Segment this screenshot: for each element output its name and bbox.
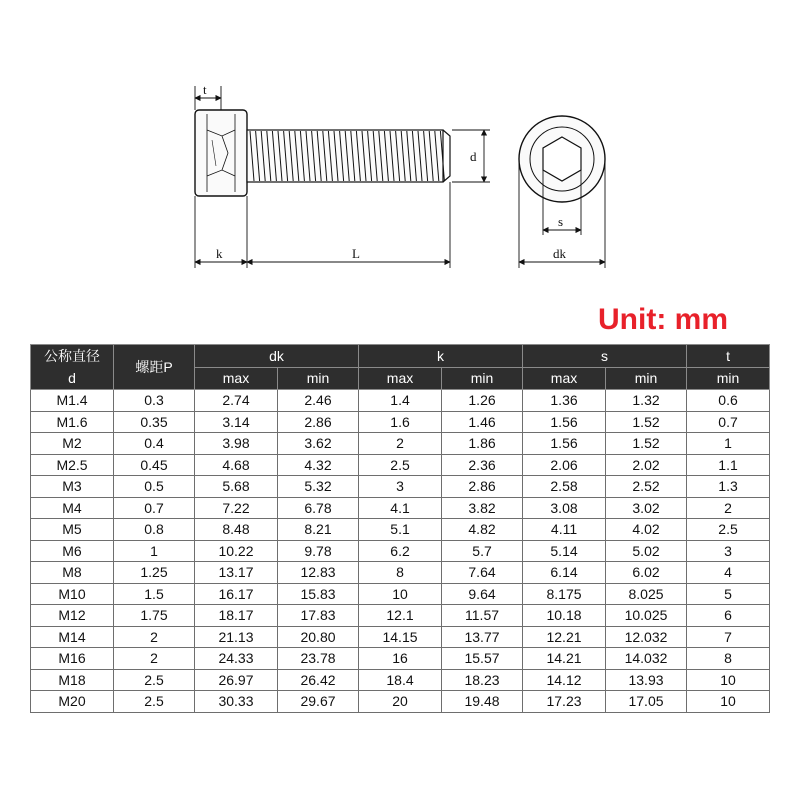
header-k: k (359, 345, 523, 368)
cell-dk-max: 2.74 (195, 390, 278, 412)
header-k-max: max (359, 368, 442, 390)
table-row (31, 626, 770, 648)
cell-k-max: 2 (359, 433, 442, 455)
cell-s-max: 14.21 (523, 648, 606, 670)
cell-pitch: 1 (114, 540, 195, 562)
cell-k-min: 9.64 (442, 583, 523, 605)
cell-size: M1.4 (31, 390, 114, 412)
cell-s-max: 8.175 (523, 583, 606, 605)
cell-s-max: 1.56 (523, 433, 606, 455)
cell-k-max: 5.1 (359, 519, 442, 541)
cell-dk-min: 2.86 (278, 411, 359, 433)
cell-s-max: 2.06 (523, 454, 606, 476)
cell-s-min: 10.025 (606, 605, 687, 627)
cell-s-max: 6.14 (523, 562, 606, 584)
cell-k-max: 20 (359, 691, 442, 713)
table-row (31, 691, 770, 713)
cell-dk-max: 24.33 (195, 648, 278, 670)
table-row (31, 433, 770, 455)
dimension-k-label: k (216, 246, 223, 261)
table-row (31, 583, 770, 605)
cell-dk-min: 8.21 (278, 519, 359, 541)
cell-s-max: 1.36 (523, 390, 606, 412)
header-nominal-diameter-line2: d (68, 370, 76, 386)
cell-s-min: 2.02 (606, 454, 687, 476)
cell-dk-max: 26.97 (195, 669, 278, 691)
cell-dk-max: 5.68 (195, 476, 278, 498)
cell-pitch: 0.45 (114, 454, 195, 476)
cell-dk-max: 30.33 (195, 691, 278, 713)
cell-dk-min: 6.78 (278, 497, 359, 519)
screw-shaft-side (247, 130, 450, 182)
cell-dk-max: 7.22 (195, 497, 278, 519)
cell-pitch: 2 (114, 648, 195, 670)
cell-k-min: 5.7 (442, 540, 523, 562)
cell-k-min: 15.57 (442, 648, 523, 670)
cell-size: M6 (31, 540, 114, 562)
header-nominal-diameter-line1: 公称直径 (44, 348, 100, 364)
dimension-d-label: d (470, 149, 477, 164)
header-s: s (523, 345, 687, 368)
cell-s-min: 14.032 (606, 648, 687, 670)
cell-t-min: 10 (687, 691, 770, 713)
cell-pitch: 0.35 (114, 411, 195, 433)
cell-size: M3 (31, 476, 114, 498)
cell-k-min: 2.36 (442, 454, 523, 476)
cell-dk-max: 21.13 (195, 626, 278, 648)
table-row (31, 648, 770, 670)
screw-spec-table (30, 344, 770, 713)
dimension-t-label: t (203, 82, 207, 97)
cell-dk-min: 15.83 (278, 583, 359, 605)
cell-dk-max: 3.98 (195, 433, 278, 455)
cell-k-min: 1.46 (442, 411, 523, 433)
cell-k-max: 14.15 (359, 626, 442, 648)
cell-pitch: 2.5 (114, 691, 195, 713)
cell-t-min: 1.1 (687, 454, 770, 476)
cell-pitch: 0.8 (114, 519, 195, 541)
cell-k-max: 10 (359, 583, 442, 605)
cell-k-max: 2.5 (359, 454, 442, 476)
cell-k-min: 7.64 (442, 562, 523, 584)
cell-dk-min: 29.67 (278, 691, 359, 713)
cell-k-max: 16 (359, 648, 442, 670)
cell-k-min: 1.26 (442, 390, 523, 412)
cell-s-min: 17.05 (606, 691, 687, 713)
dimension-L-label: L (352, 246, 360, 261)
screw-technical-drawing (0, 0, 800, 300)
cell-dk-min: 5.32 (278, 476, 359, 498)
cell-k-min: 11.57 (442, 605, 523, 627)
screw-head-side (195, 110, 247, 196)
table-row (31, 411, 770, 433)
cell-t-min: 2 (687, 497, 770, 519)
header-s-max: max (523, 368, 606, 390)
cell-s-min: 1.52 (606, 433, 687, 455)
table-row (31, 390, 770, 412)
cell-dk-min: 4.32 (278, 454, 359, 476)
cell-s-min: 13.93 (606, 669, 687, 691)
cell-size: M18 (31, 669, 114, 691)
cell-pitch: 1.25 (114, 562, 195, 584)
cell-s-min: 6.02 (606, 562, 687, 584)
cell-size: M20 (31, 691, 114, 713)
cell-pitch: 0.3 (114, 390, 195, 412)
cell-k-max: 6.2 (359, 540, 442, 562)
cell-s-max: 10.18 (523, 605, 606, 627)
cell-dk-min: 17.83 (278, 605, 359, 627)
cell-size: M2 (31, 433, 114, 455)
cell-s-max: 1.56 (523, 411, 606, 433)
cell-s-max: 12.21 (523, 626, 606, 648)
header-t-min: min (687, 368, 770, 390)
header-s-min: min (606, 368, 687, 390)
table-row (31, 669, 770, 691)
cell-size: M10 (31, 583, 114, 605)
cell-t-min: 8 (687, 648, 770, 670)
cell-t-min: 6 (687, 605, 770, 627)
cell-t-min: 1.3 (687, 476, 770, 498)
cell-dk-min: 26.42 (278, 669, 359, 691)
table-row (31, 476, 770, 498)
cell-s-min: 2.52 (606, 476, 687, 498)
cell-size: M2.5 (31, 454, 114, 476)
table-header (31, 345, 770, 390)
cell-t-min: 10 (687, 669, 770, 691)
dimension-t (195, 86, 221, 110)
cell-pitch: 0.5 (114, 476, 195, 498)
cell-dk-max: 3.14 (195, 411, 278, 433)
table-body (31, 390, 770, 713)
header-dk: dk (195, 345, 359, 368)
cell-k-max: 8 (359, 562, 442, 584)
cell-k-min: 13.77 (442, 626, 523, 648)
cell-dk-max: 8.48 (195, 519, 278, 541)
cell-dk-max: 10.22 (195, 540, 278, 562)
cell-s-min: 3.02 (606, 497, 687, 519)
cell-k-max: 18.4 (359, 669, 442, 691)
table-row (31, 519, 770, 541)
cell-k-min: 2.86 (442, 476, 523, 498)
cell-dk-min: 2.46 (278, 390, 359, 412)
header-nominal-diameter (31, 345, 114, 390)
cell-s-max: 4.11 (523, 519, 606, 541)
header-t: t (687, 345, 770, 368)
header-dk-min: min (278, 368, 359, 390)
cell-s-max: 14.12 (523, 669, 606, 691)
cell-k-max: 12.1 (359, 605, 442, 627)
cell-size: M8 (31, 562, 114, 584)
cell-k-min: 1.86 (442, 433, 523, 455)
cell-pitch: 0.7 (114, 497, 195, 519)
cell-dk-max: 18.17 (195, 605, 278, 627)
cell-pitch: 2.5 (114, 669, 195, 691)
cell-t-min: 5 (687, 583, 770, 605)
header-pitch: 螺距P (114, 345, 195, 390)
header-dk-max: max (195, 368, 278, 390)
cell-dk-min: 20.80 (278, 626, 359, 648)
cell-k-max: 1.6 (359, 411, 442, 433)
cell-dk-max: 16.17 (195, 583, 278, 605)
cell-s-min: 5.02 (606, 540, 687, 562)
cell-size: M5 (31, 519, 114, 541)
cell-pitch: 2 (114, 626, 195, 648)
unit-label: Unit: mm (598, 303, 728, 336)
cell-dk-min: 9.78 (278, 540, 359, 562)
cell-dk-min: 3.62 (278, 433, 359, 455)
table-row (31, 562, 770, 584)
cell-dk-max: 4.68 (195, 454, 278, 476)
cell-t-min: 3 (687, 540, 770, 562)
cell-k-max: 3 (359, 476, 442, 498)
table-row (31, 454, 770, 476)
cell-s-min: 1.52 (606, 411, 687, 433)
cell-pitch: 1.5 (114, 583, 195, 605)
cell-t-min: 4 (687, 562, 770, 584)
cell-s-min: 12.032 (606, 626, 687, 648)
cell-size: M16 (31, 648, 114, 670)
cell-s-max: 17.23 (523, 691, 606, 713)
cell-t-min: 1 (687, 433, 770, 455)
cell-k-max: 1.4 (359, 390, 442, 412)
cell-t-min: 2.5 (687, 519, 770, 541)
cell-dk-max: 13.17 (195, 562, 278, 584)
cell-dk-min: 23.78 (278, 648, 359, 670)
table-row (31, 497, 770, 519)
cell-t-min: 0.7 (687, 411, 770, 433)
screw-head-end-view (519, 116, 605, 202)
cell-s-min: 1.32 (606, 390, 687, 412)
cell-k-min: 19.48 (442, 691, 523, 713)
cell-dk-min: 12.83 (278, 562, 359, 584)
cell-s-min: 8.025 (606, 583, 687, 605)
cell-t-min: 0.6 (687, 390, 770, 412)
cell-k-min: 3.82 (442, 497, 523, 519)
cell-s-max: 3.08 (523, 497, 606, 519)
table-row (31, 540, 770, 562)
header-k-min: min (442, 368, 523, 390)
dimension-dk-label: dk (553, 246, 566, 261)
cell-s-min: 4.02 (606, 519, 687, 541)
cell-size: M4 (31, 497, 114, 519)
dimension-s-label: s (558, 214, 564, 229)
cell-pitch: 1.75 (114, 605, 195, 627)
cell-size: M14 (31, 626, 114, 648)
cell-k-max: 4.1 (359, 497, 442, 519)
cell-k-min: 18.23 (442, 669, 523, 691)
cell-pitch: 0.4 (114, 433, 195, 455)
table-row (31, 605, 770, 627)
cell-size: M1.6 (31, 411, 114, 433)
cell-k-min: 4.82 (442, 519, 523, 541)
cell-t-min: 7 (687, 626, 770, 648)
cell-size: M12 (31, 605, 114, 627)
cell-s-max: 5.14 (523, 540, 606, 562)
cell-s-max: 2.58 (523, 476, 606, 498)
